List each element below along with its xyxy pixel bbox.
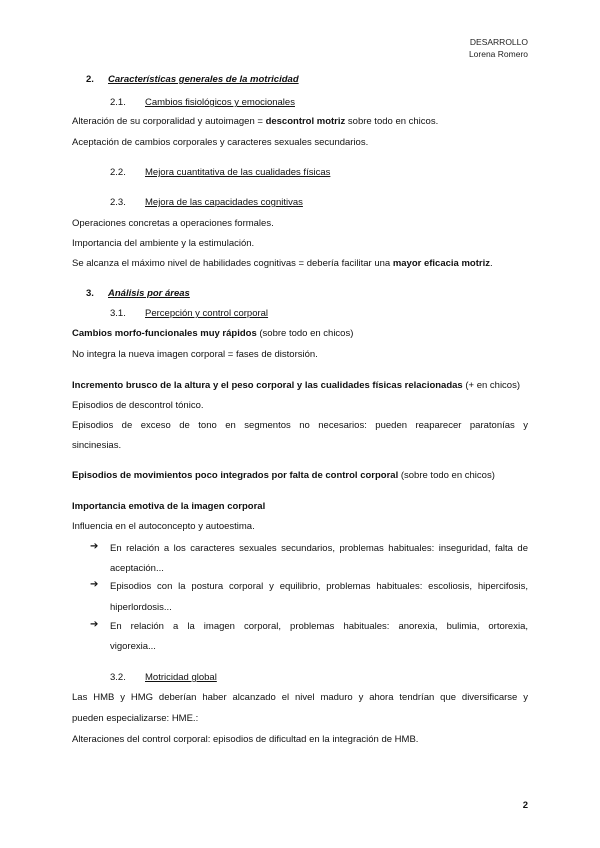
section-3-2-title: Motricidad global <box>145 672 217 683</box>
bold-run: mayor eficacia motriz <box>392 258 490 269</box>
arrow-right-icon: ➔ <box>90 619 99 630</box>
section-2-2-number: 2.2. <box>110 167 126 178</box>
paragraph-imagen-corporal: No integra la nueva imagen corporal = fases de distorsión. <box>72 349 318 360</box>
paragraph-corporalidad <box>72 116 438 127</box>
paragraph-aceptacion: Aceptación de cambios corporales y caracteres sexuales secundarios. <box>72 137 369 148</box>
arrow-right-icon: ➔ <box>90 541 99 552</box>
text-run: (sobre todo en chicos) <box>398 470 495 481</box>
paragraph-operaciones: Operaciones concretas a operaciones formales. <box>72 218 274 229</box>
text-run: (sobre todo en chicos) <box>256 328 354 339</box>
text-run: Alteración de su corporalidad y autoimagen = <box>72 116 266 127</box>
paragraph-exceso-tono-line2: sincinesias. <box>72 440 122 451</box>
section-2-3-number: 2.3. <box>110 197 126 208</box>
text-run: sobre todo en chicos. <box>345 116 439 127</box>
section-3-1-title: Percepción y control corporal <box>145 308 269 319</box>
text-run: (+ en chicos) <box>462 380 521 391</box>
paragraph-ambiente: Importancia del ambiente y la estimulación. <box>72 238 255 249</box>
section-2-2-title: Mejora cuantitativa de las cualidades físicas <box>145 167 331 178</box>
page-header <box>469 36 528 60</box>
paragraph-autoconcepto: Influencia en el autoconcepto y autoestima. <box>72 521 255 532</box>
text-run: Se alcanza el máximo nivel de habilidades cognitivas = debería facilitar una <box>72 258 393 269</box>
section-2-1-title: Cambios fisiológicos y emocionales <box>145 97 295 108</box>
bullet-text-line1: En relación a la imagen corporal, problemas habituales: anorexia, bulimia, ortorexia, <box>110 621 528 632</box>
bullet-text-line2: vigorexia... <box>110 641 156 652</box>
bullet-text-line1: En relación a los caracteres sexuales secundarios, problemas habituales: inseguridad, falta de <box>110 543 528 554</box>
bullet-text-line1: Episodios con la postura corporal y equilibrio, problemas habituales: escoliosis, hipercifosis, <box>110 581 528 592</box>
paragraph-hmb-line1: Las HMB y HMG deberían haber alcanzado el nivel maduro y ahora tendrían que diversificarse y <box>72 692 528 703</box>
paragraph-cambios-morfo <box>72 328 353 339</box>
section-3-number: 3. <box>86 288 94 299</box>
section-3-1-number: 3.1. <box>110 308 126 319</box>
text-run: . <box>489 258 493 269</box>
paragraph-incremento <box>72 380 520 391</box>
section-2-title: Características generales de la motricidad <box>108 74 299 85</box>
arrow-right-icon: ➔ <box>90 579 99 590</box>
paragraph-hmb-line2: pueden especializarse: HME.: <box>72 713 199 724</box>
section-2-3-title: Mejora de las capacidades cognitivas <box>145 197 303 208</box>
section-3-2-number: 3.2. <box>110 672 126 683</box>
page-number: 2 <box>522 800 528 811</box>
bullet-text-line2: aceptación... <box>110 563 164 574</box>
paragraph-habilidades <box>72 258 493 269</box>
section-3-title: Análisis por áreas <box>108 288 190 299</box>
paragraph-movimientos <box>72 470 495 481</box>
bold-run: Episodios de movimientos poco integrados por falta de control corporal <box>72 470 399 481</box>
paragraph-exceso-tono-line1: Episodios de exceso de tono en segmentos no necesarios: pueden reaparecer paratonías y <box>72 420 528 431</box>
paragraph-alteraciones: Alteraciones del control corporal: episodios de dificultad en la integración de HMB. <box>72 734 419 745</box>
bullet-text-line2: hiperlordosis... <box>110 602 172 613</box>
section-2-1-number: 2.1. <box>110 97 126 108</box>
bold-run: descontrol motriz <box>265 116 346 127</box>
header-title: DESARROLLO <box>469 37 528 47</box>
bold-run: Cambios morfo-funcionales muy rápidos <box>72 328 257 339</box>
header-author: Lorena Romero <box>468 49 528 59</box>
section-2-number: 2. <box>86 74 94 85</box>
bold-run: Incremento brusco de la altura y el peso corporal y las cualidades físicas relacionadas <box>72 380 463 391</box>
paragraph-descontrol-tonico: Episodios de descontrol tónico. <box>72 400 204 411</box>
paragraph-importancia-emotiva: Importancia emotiva de la imagen corporal <box>72 501 266 512</box>
